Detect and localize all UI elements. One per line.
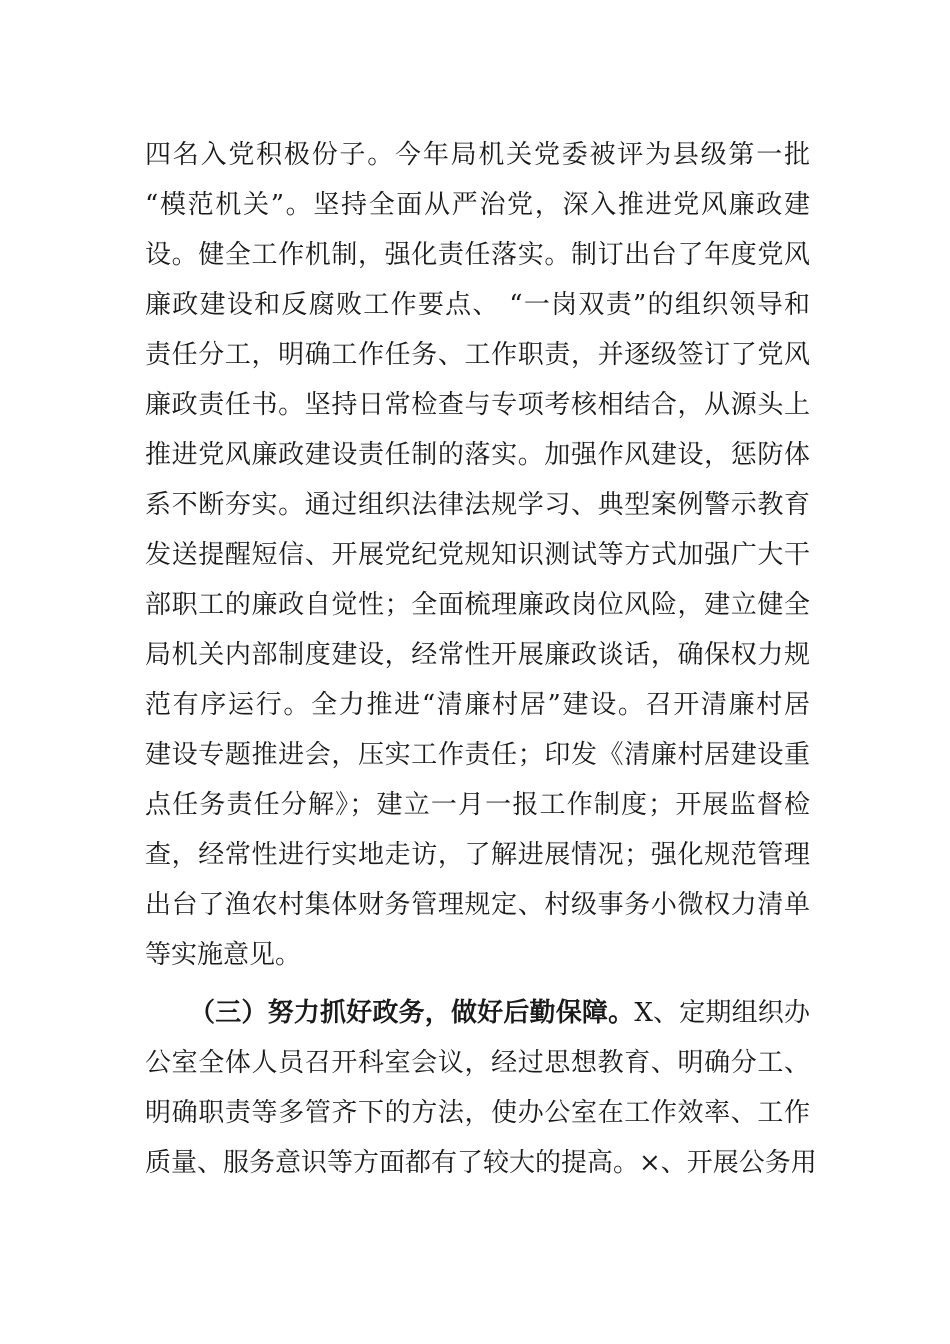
text-line: 等实施意见。 <box>145 940 302 970</box>
paragraph-gap <box>145 980 810 988</box>
text-line: 发送提醒短信、开展党纪党规知识测试等方式加强广大干 <box>145 540 810 570</box>
paragraph-party-building <box>145 130 810 980</box>
text-line: 点任务责任分解》；建立一月一报工作制度；开展监督检 <box>145 790 810 820</box>
text-line: 明确职责等多管齐下的方法，使办公室在工作效率、工作 <box>145 1098 810 1128</box>
text-line: 公室全体人员召开科室会议，经过思想教育、明确分工、 <box>145 1048 810 1078</box>
section-heading-rest: X、定期组织办 <box>634 998 810 1028</box>
text-line: 四名入党积极份子。今年局机关党委被评为县级第一批 <box>145 140 810 170</box>
text-line: 查，经常性进行实地走访，了解进展情况；强化规范管理 <box>145 840 810 870</box>
text-line: “模范机关”。坚持全面从严治党，深入推进党风廉政建 <box>145 190 810 220</box>
text-line: 局机关内部制度建设，经常性开展廉政谈话，确保权力规 <box>145 640 810 670</box>
text-line: 推进党风廉政建设责任制的落实。加强作风建设，惩防体 <box>145 440 810 470</box>
text-line: 部职工的廉政自觉性；全面梳理廉政岗位风险，建立健全 <box>145 590 810 620</box>
text-line: 系不断夯实。通过组织法律法规学习、典型案例警示教育 <box>145 490 810 520</box>
paragraph-government-affairs <box>145 988 817 1188</box>
document-body <box>145 130 817 1188</box>
text-line: 建设专题推进会，压实工作责任；印发《清廉村居建设重 <box>145 740 810 770</box>
text-line: 责任分工，明确工作任务、工作职责，并逐级签订了党风 <box>145 340 810 370</box>
text-line: 出台了渔农村集体财务管理规定、村级事务小微权力清单 <box>145 890 810 920</box>
text-line: 廉政责任书。坚持日常检查与专项考核相结合，从源头上 <box>145 390 810 420</box>
text-line: 设。健全工作机制，强化责任落实。制订出台了年度党风 <box>145 240 810 270</box>
text-line <box>145 988 810 1038</box>
text-line: 范有序运行。全力推进“清廉村居”建设。召开清廉村居 <box>145 690 810 720</box>
text-line: 质量、服务意识等方面都有了较大的提高。×、开展公务用 <box>145 1148 817 1178</box>
section-heading: （三）努力抓好政务，做好后勤保障。 <box>189 998 635 1028</box>
text-line: 廉政建设和反腐败工作要点、 “一岗双责”的组织领导和 <box>145 290 810 320</box>
